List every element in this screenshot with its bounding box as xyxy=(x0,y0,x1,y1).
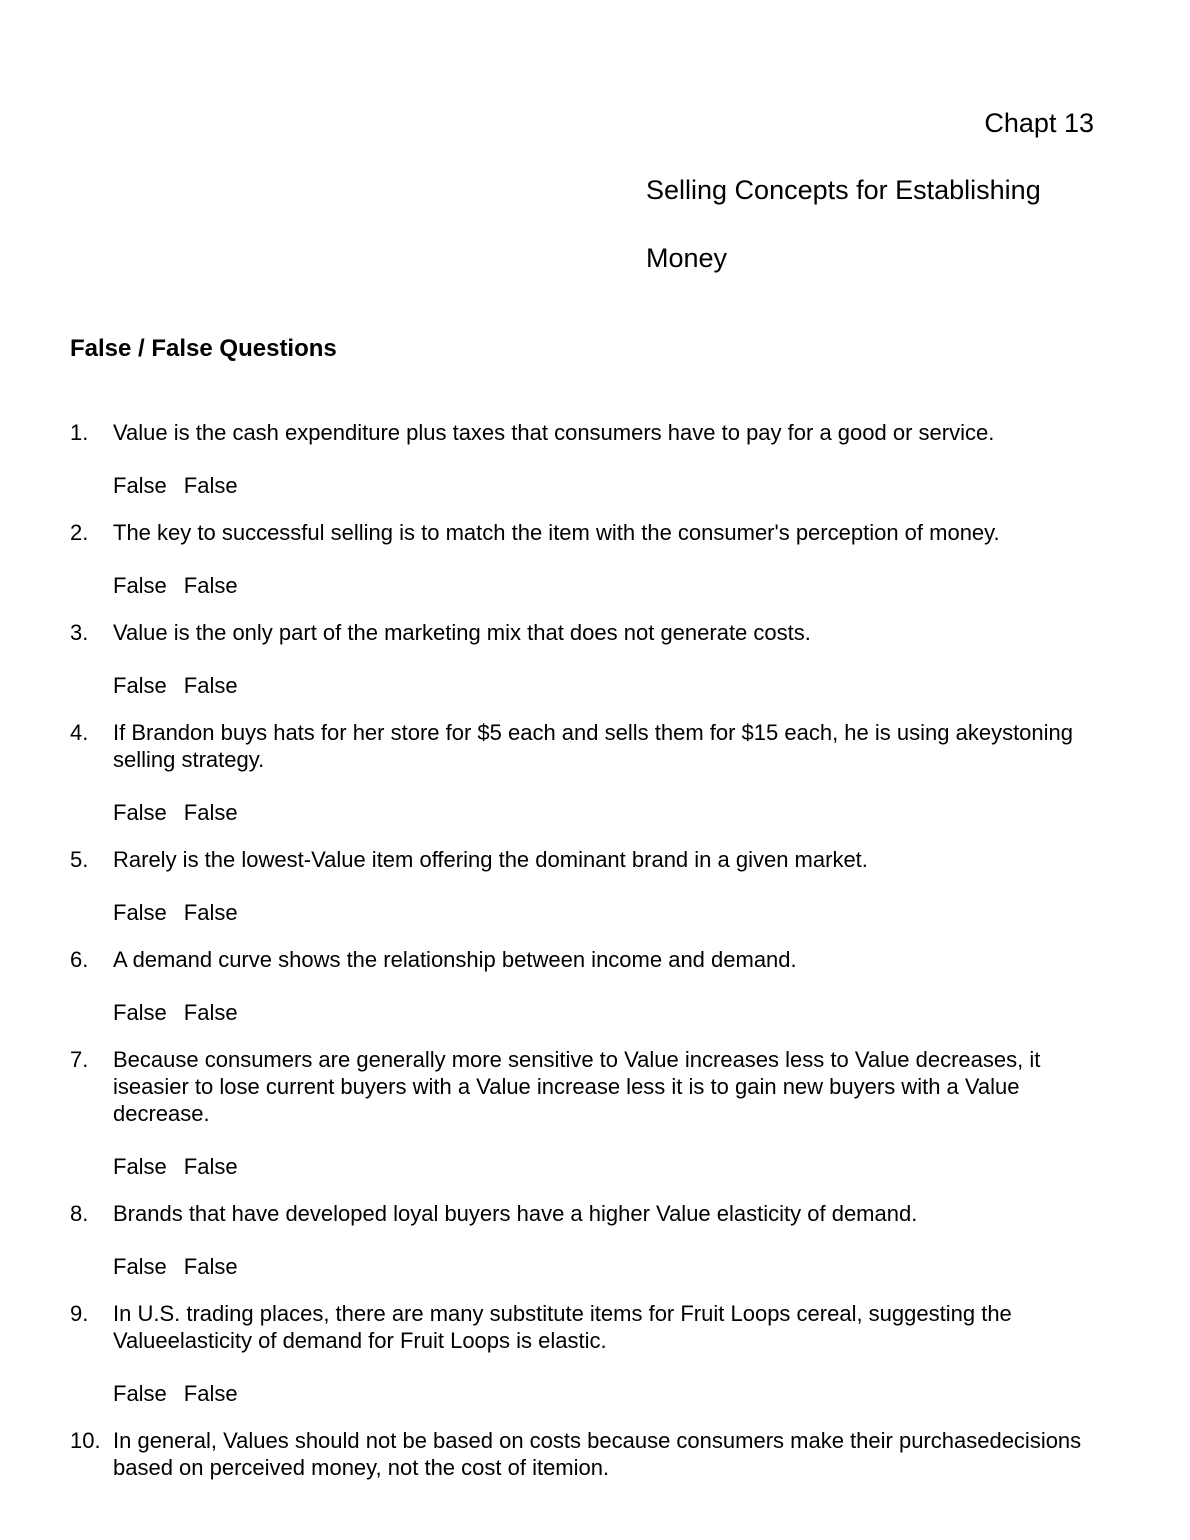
answer-option-a: False xyxy=(113,473,167,498)
question-text: Value is the only part of the marketing mix that does not generate costs. xyxy=(113,620,811,645)
question-number: 6. xyxy=(70,947,89,972)
question-number: 4. xyxy=(70,720,89,745)
answer-option-b: False xyxy=(183,1154,238,1179)
question-list xyxy=(70,419,1110,1501)
answer-options xyxy=(113,999,1110,1026)
chapter-title-line-2: Money xyxy=(646,243,728,273)
question-number: 10. xyxy=(70,1428,101,1453)
answer-options xyxy=(113,1253,1110,1280)
question-item xyxy=(70,846,1110,926)
question-item xyxy=(70,719,1110,826)
question-text: Because consumers are generally more sensitive to Value increases less to Value decreases, it iseasier to lose current buyers with a Value increase less it is to gain new buyers with a Value decrease. xyxy=(113,1047,1041,1126)
chapter-number: Chapt 13 xyxy=(984,108,1094,138)
answer-option-a: False xyxy=(113,573,167,598)
question-text: The key to successful selling is to match the item with the consumer's perception of money. xyxy=(113,520,1000,545)
answer-option-b: False xyxy=(183,1000,238,1025)
question-text: Brands that have developed loyal buyers have a higher Value elasticity of demand. xyxy=(113,1201,918,1226)
answer-option-b: False xyxy=(183,1254,238,1279)
answer-option-a: False xyxy=(113,1000,167,1025)
question-text: Value is the cash expenditure plus taxes that consumers have to pay for a good or service. xyxy=(113,420,995,445)
question-text: Rarely is the lowest-Value item offering the dominant brand in a given market. xyxy=(113,847,868,872)
chapter-title-line-1: Selling Concepts for Establishing xyxy=(646,175,1041,205)
question-item xyxy=(70,946,1110,1026)
answer-option-a: False xyxy=(113,800,167,825)
answer-option-b: False xyxy=(183,673,238,698)
question-number: 8. xyxy=(70,1201,89,1226)
answer-option-a: False xyxy=(113,673,167,698)
question-item xyxy=(70,519,1110,599)
answer-option-b: False xyxy=(183,900,238,925)
question-item xyxy=(70,619,1110,699)
question-text: If Brandon buys hats for her store for $5 each and sells them for $15 each, he is using akeystoning selling strategy. xyxy=(113,720,1074,772)
question-item xyxy=(70,1427,1110,1481)
answer-options xyxy=(113,472,1110,499)
answer-option-a: False xyxy=(113,900,167,925)
question-number: 9. xyxy=(70,1301,89,1326)
answer-options xyxy=(113,572,1110,599)
answer-option-a: False xyxy=(113,1381,167,1406)
answer-options xyxy=(113,799,1110,826)
question-text: In general, Values should not be based on costs because consumers make their purchasedecisions based on perceived money, not the cost of itemion. xyxy=(113,1428,1082,1480)
question-number: 1. xyxy=(70,420,89,445)
question-number: 5. xyxy=(70,847,89,872)
answer-options xyxy=(113,672,1110,699)
answer-option-b: False xyxy=(183,1381,238,1406)
question-item xyxy=(70,1200,1110,1280)
question-number: 3. xyxy=(70,620,89,645)
question-item xyxy=(70,419,1110,499)
answer-options xyxy=(113,1380,1110,1407)
question-number: 2. xyxy=(70,520,89,545)
question-item xyxy=(70,1300,1110,1407)
answer-option-a: False xyxy=(113,1154,167,1179)
question-text: In U.S. trading places, there are many substitute items for Fruit Loops cereal, suggesting the Valueelasticity of demand for Fruit Loops is elastic. xyxy=(113,1301,1012,1353)
question-item xyxy=(70,1046,1110,1180)
answer-option-b: False xyxy=(183,473,238,498)
answer-option-b: False xyxy=(183,800,238,825)
answer-options xyxy=(113,899,1110,926)
question-number: 7. xyxy=(70,1047,89,1072)
section-heading: False / False Questions xyxy=(70,335,337,362)
answer-options xyxy=(113,1153,1110,1180)
answer-option-a: False xyxy=(113,1254,167,1279)
answer-option-b: False xyxy=(183,573,238,598)
question-text: A demand curve shows the relationship between income and demand. xyxy=(113,947,797,972)
